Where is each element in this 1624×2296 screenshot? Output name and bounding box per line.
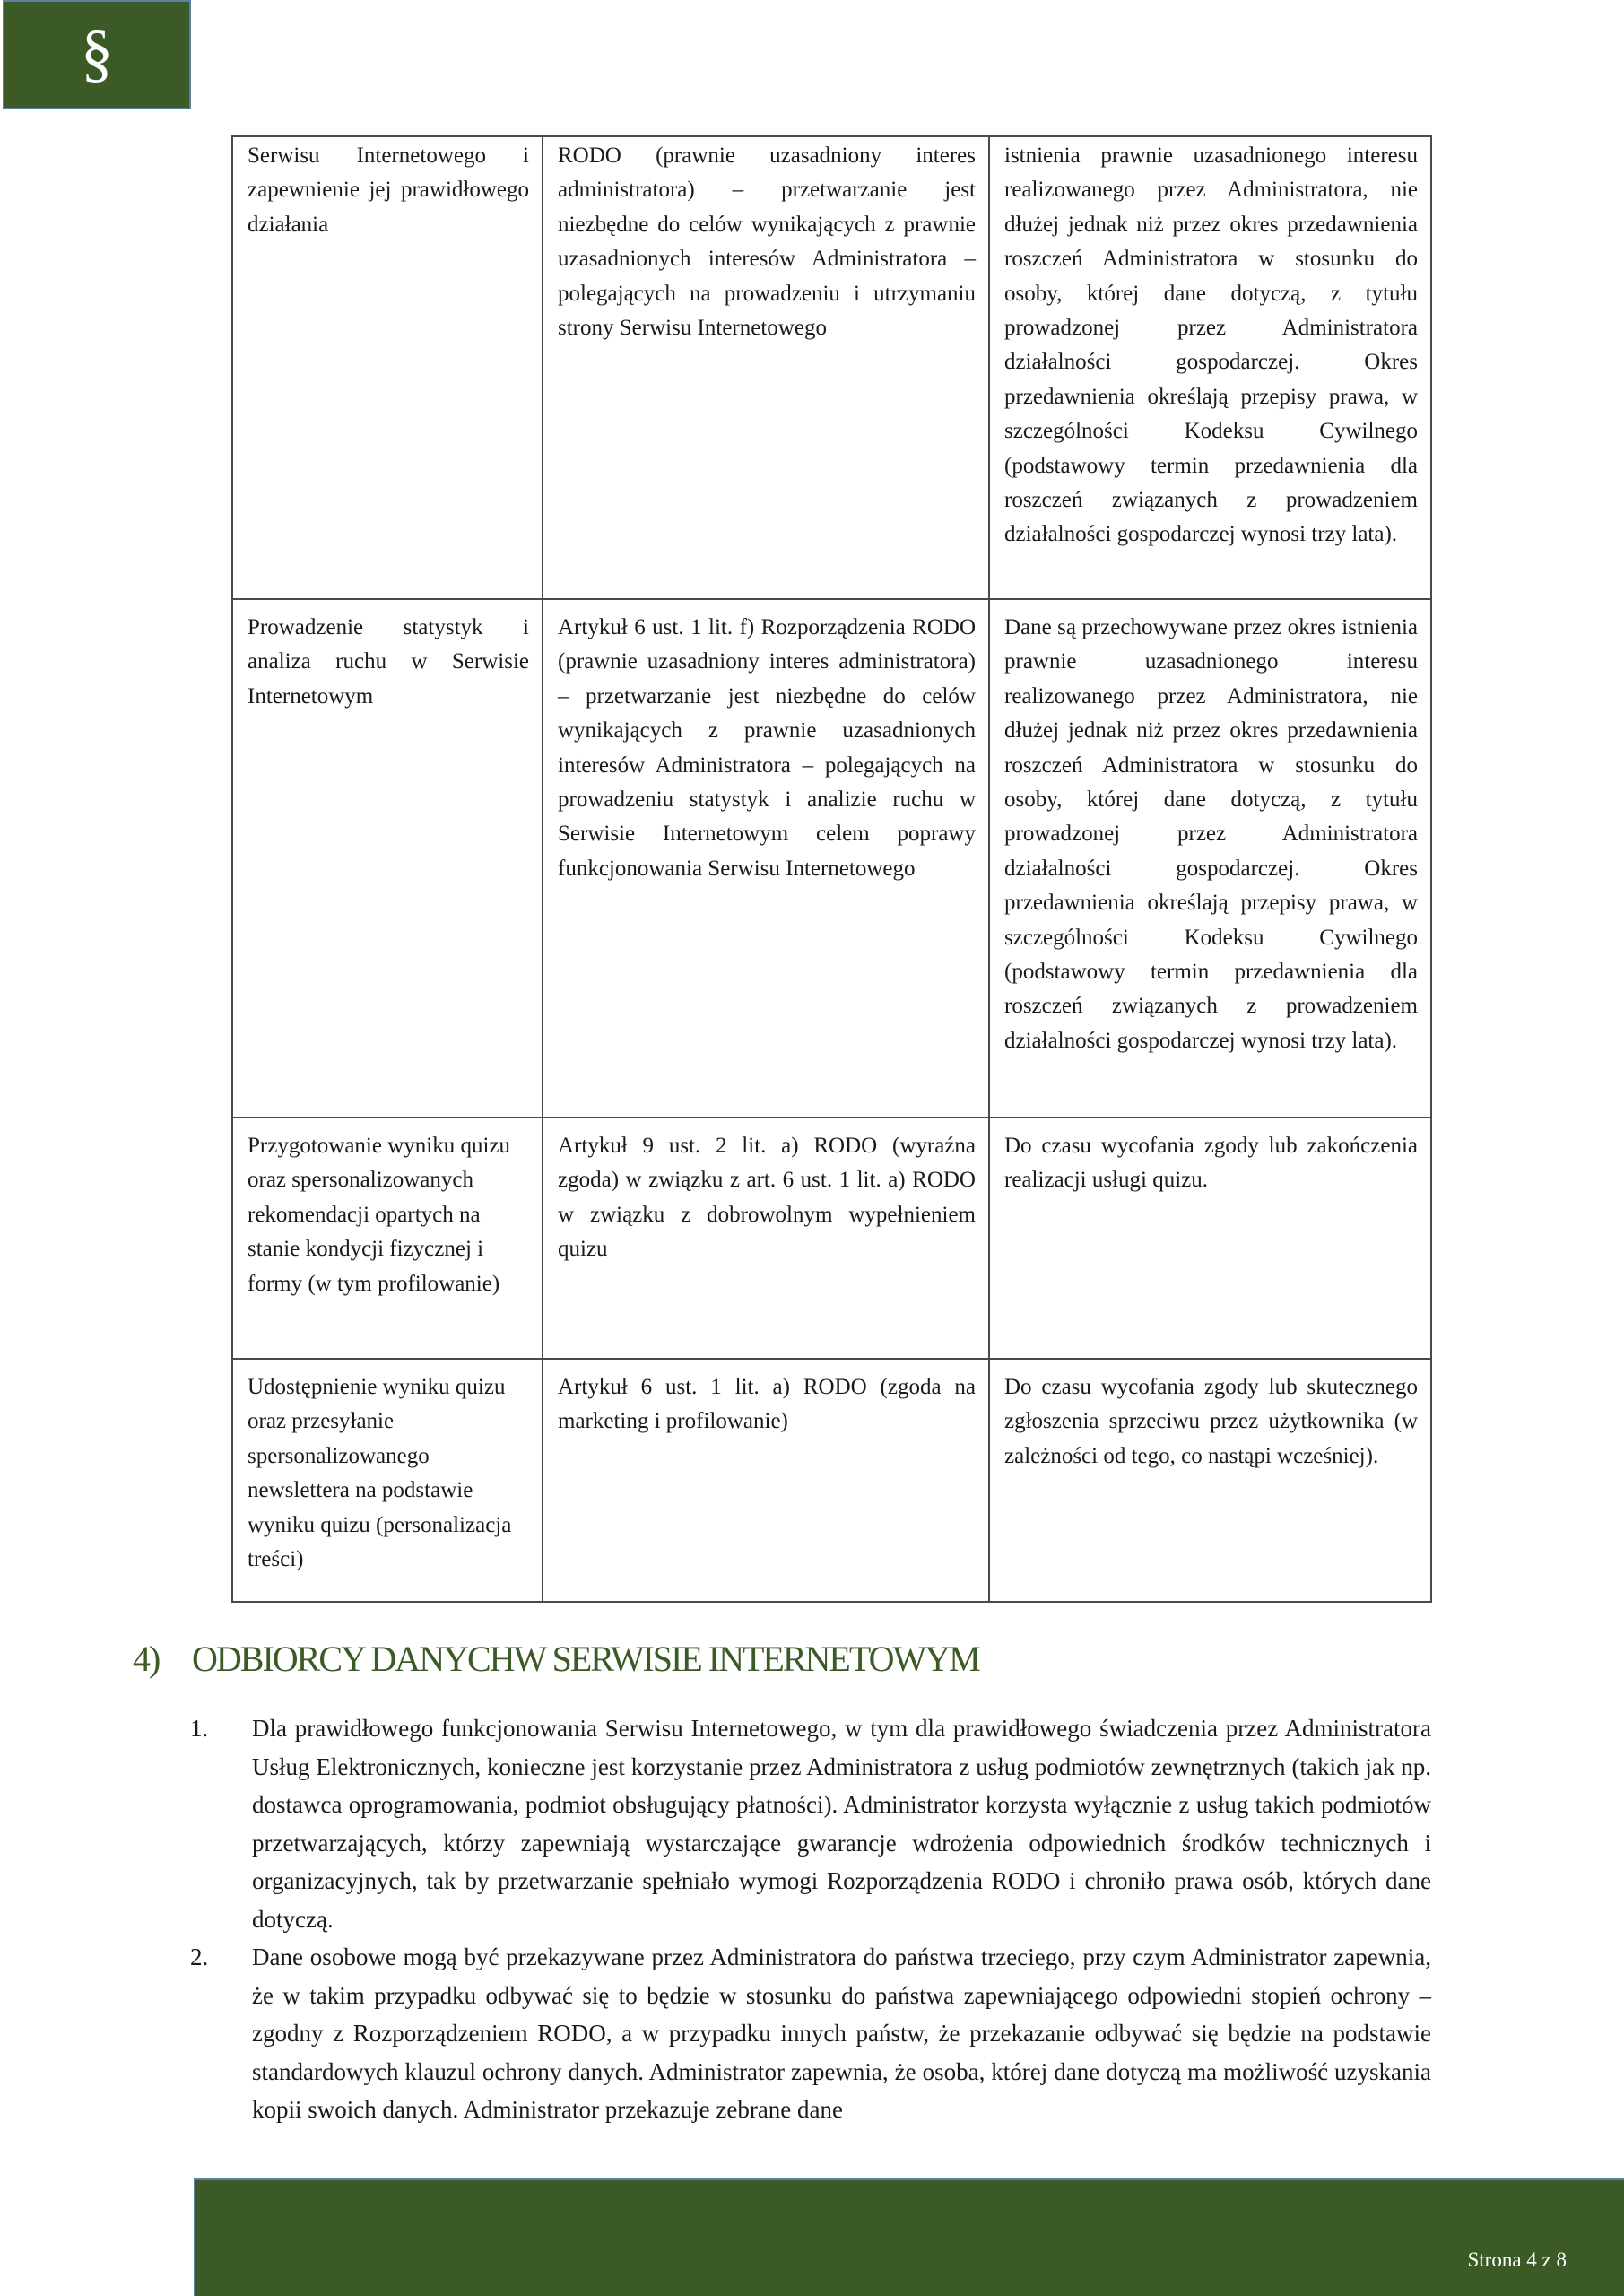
list-item-text: Dane osobowe mogą być przekazywane przez Administratora do państwa trzeciego, przy czym Administrator zapewnia, że w takim przypadku odbywać się to będzie w stosunku do państwa zapewniającego odpowiedni stopień ochrony – zgodny z Rozporządzeniem RODO, a w przypadku innych państw, że przekazanie odbywać się będzie na podstawie standardowych klauzul ochrony danych. Administrator zapewnia, że osoba, której dane dotyczą ma możliwość uzyskania kopii swoich danych. Administrator przekazuje zebrane dane [252, 1944, 1431, 2123]
table-row [232, 1359, 1431, 1602]
retention-cell: Dane są przechowywane przez okres istnienia prawnie uzasadnionego interesu realizowanego przez Administratora, nie dłużej jednak niż przez okres przedawnienia roszczeń Administratora w stosunku do osoby, której dane dotyczą, z tytułu prowadzonej przez Administratora działalności gospodarczej. Okres przedawnienia określają przepisy prawa, w szczególności Kodeksu Cywilnego (podstawowy termin przedawnienia dla roszczeń związanych z prowadzeniem działalności gospodarczej wynosi trzy lata). [989, 599, 1431, 1118]
table-row [232, 599, 1431, 1118]
header-logo-box [3, 0, 191, 109]
section-title: ODBIORCY DANYCHW SERWISIE INTERNETOWYM [192, 1639, 979, 1679]
list-item [190, 1938, 1431, 2129]
section-number: 4) [133, 1639, 160, 1679]
purpose-cell: Przygotowanie wyniku quizu oraz spersonalizowanych rekomendacji opartych na stanie kondycji fizycznej i formy (w tym profilowanie) [232, 1118, 543, 1359]
page-number: Strona 4 z 8 [1467, 2248, 1567, 2271]
legal-basis-cell: Artykuł 9 ust. 2 lit. a) RODO (wyraźna zgoda) w związku z art. 6 ust. 1 lit. a) RODO w związku z dobrowolnym wypełnieniem quizu [543, 1118, 989, 1359]
section-heading [133, 1638, 979, 1680]
legal-basis-cell: Artykuł 6 ust. 1 lit. f) Rozporządzenia RODO (prawnie uzasadniony interes administratora) – przetwarzanie jest niezbędne do celów wynikających z prawnie uzasadnionych interesów Administratora – polegających na prowadzeniu statystyk i analizie ruchu w Serwisie Internetowym celem poprawy funkcjonowania Serwisu Internetowego [543, 599, 989, 1118]
table-row [232, 136, 1431, 599]
paragraph-section-icon: § [81, 17, 113, 89]
list-item [190, 1709, 1431, 1938]
purpose-cell: Udostępnienie wyniku quizu oraz przesyłanie spersonalizowanego newslettera na podstawie wyniku quizu (personalizacja treści) [232, 1359, 543, 1602]
page-footer [194, 2178, 1624, 2296]
list-item-number: 2. [190, 1944, 209, 1970]
legal-basis-cell: Artykuł 6 ust. 1 lit. a) RODO (zgoda na marketing i profilowanie) [543, 1359, 989, 1602]
list-item-number: 1. [190, 1715, 209, 1742]
data-processing-table [231, 135, 1432, 1603]
purpose-cell: Serwisu Internetowego i zapewnienie jej prawidłowego działania [232, 136, 543, 599]
recipients-list [190, 1709, 1431, 2129]
table-row [232, 1118, 1431, 1359]
retention-cell: istnienia prawnie uzasadnionego interesu realizowanego przez Administratora, nie dłużej jednak niż przez okres przedawnienia roszczeń Administratora w stosunku do osoby, której dane dotyczą, z tytułu prowadzonej przez Administratora działalności gospodarczej. Okres przedawnienia określają przepisy prawa, w szczególności Kodeksu Cywilnego (podstawowy termin przedawnienia dla roszczeń związanych z prowadzeniem działalności gospodarczej wynosi trzy lata). [989, 136, 1431, 599]
legal-basis-cell: RODO (prawnie uzasadniony interes administratora) – przetwarzanie jest niezbędne do celów wynikających z prawnie uzasadnionych interesów Administratora – polegających na prowadzeniu i utrzymaniu strony Serwisu Internetowego [543, 136, 989, 599]
retention-cell: Do czasu wycofania zgody lub zakończenia realizacji usługi quizu. [989, 1118, 1431, 1359]
purpose-cell: Prowadzenie statystyk i analiza ruchu w Serwisie Internetowym [232, 599, 543, 1118]
retention-cell: Do czasu wycofania zgody lub skutecznego zgłoszenia sprzeciwu przez użytkownika (w zależności od tego, co nastąpi wcześniej). [989, 1359, 1431, 1602]
list-item-text: Dla prawidłowego funkcjonowania Serwisu Internetowego, w tym dla prawidłowego świadczenia przez Administratora Usług Elektronicznych, konieczne jest korzystanie przez Administratora z usług podmiotów zewnętrznych (takich jak np. dostawca oprogramowania, podmiot obsługujący płatności). Administrator korzysta wyłącznie z usług takich podmiotów przetwarzających, którzy zapewniają wystarczające gwarancje wdrożenia odpowiednich środków technicznych i organizacyjnych, tak by przetwarzanie spełniało wymogi Rozporządzenia RODO i chroniło prawa osób, których dane dotyczą. [252, 1715, 1431, 1933]
